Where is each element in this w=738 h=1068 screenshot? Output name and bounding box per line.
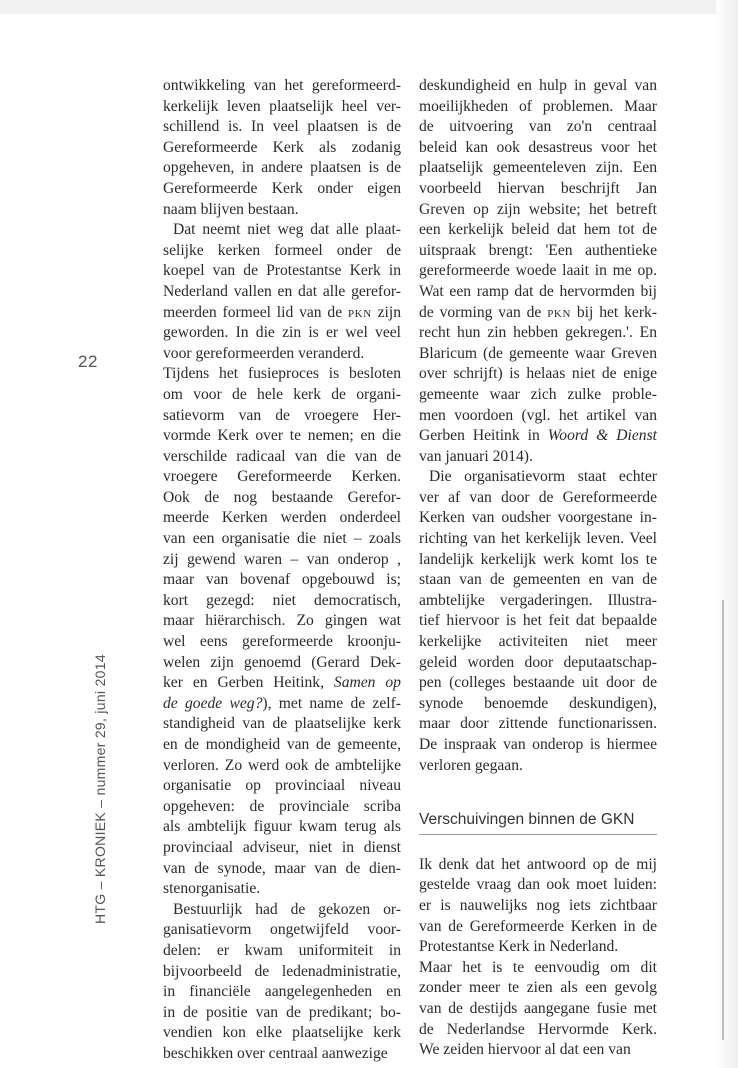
text-line: Ik denk dat het antwoord op de mij <box>419 855 657 873</box>
text-line: Gereformeerde Kerk onder eigen <box>163 179 401 197</box>
page-top-edge <box>0 0 738 14</box>
text-line: We zeiden hiervoor al dat een van <box>419 1041 631 1059</box>
text-line: koepel van de Protestantse Kerk in <box>163 262 401 280</box>
text-line: beleid kan ook desastreus voor het <box>419 138 657 156</box>
text-line: Gerben Heitink in Woord & Dienst <box>419 427 657 445</box>
text-line: kerkelijke activiteiten niet meer <box>419 633 657 651</box>
text-line: staan van de gemeenten en van de <box>419 571 657 589</box>
text-line: maar door zittende functionarissen. <box>419 715 657 733</box>
text-line: van de Gereformeerde Kerken in de <box>419 917 657 935</box>
text-line: ker en Gerben Heitink, Samen op <box>163 674 401 692</box>
text-line: er is nauwelijks nog iets zichtbaar <box>419 896 657 914</box>
text-line: ver af van door de Gereformeerde <box>419 488 657 506</box>
text-line: in de positie van de predikant; bo- <box>163 1003 401 1021</box>
text-line: ambtelijke vergaderingen. Illustra- <box>419 591 657 609</box>
text-line: synode benoemde deskundigen), <box>419 694 657 712</box>
text-line: van de destijds aangegane fusie met <box>419 999 657 1017</box>
page-gutter-line <box>722 600 724 1040</box>
text-line: Dat neemt niet weg dat alle plaat- <box>173 221 401 239</box>
text-line: beschikken over centraal aanwezige <box>163 1044 388 1062</box>
text-line: Protestantse Kerk in Nederland. <box>419 938 619 956</box>
text-line: als ambtelijk figuur kwam terug als <box>163 818 401 836</box>
text-line: verloren gegaan. <box>419 756 523 774</box>
page-number: 22 <box>78 352 98 371</box>
left-column <box>163 76 401 1065</box>
text-line: satievorm van de vroegere Her- <box>163 406 401 424</box>
text-line: meerde Kerken werden onderdeel <box>163 509 401 527</box>
text-line: van januari 2014). <box>419 447 533 465</box>
text-line: en de mondigheid van de gemeente, <box>163 736 401 753</box>
text-line: gemeente waar zich zulke proble- <box>419 385 657 403</box>
text-line: Greven op zijn website; het betreft <box>419 200 657 218</box>
text-line: gestelde vraag dan ook moet luiden: <box>419 876 657 894</box>
text-line: naam blijven bestaan. <box>163 200 299 218</box>
text-line: de vorming van de PKN bij het kerk- <box>419 303 658 321</box>
text-line: men voordoen (vgl. het artikel van <box>419 406 657 424</box>
section-heading: Verschuivingen binnen de GKN <box>419 811 635 829</box>
text-line: de Nederlandse Hervormde Kerk. <box>419 1020 657 1038</box>
text-line: recht hun zin hebben gekregen.'. En <box>419 324 657 342</box>
text-line: om voor de hele kerk de organi- <box>163 385 401 403</box>
section-heading-block <box>419 810 657 835</box>
text-line: meerden formeel lid van de PKN zijn <box>163 303 401 321</box>
text-line: organisatie op provinciaal niveau <box>163 777 401 795</box>
text-line: geworden. In die zin is er wel veel <box>163 324 401 342</box>
text-line: landelijk kerkelijk werk komt los te <box>419 550 657 568</box>
text-line: pen (colleges bestaande uit door de <box>419 674 657 692</box>
text-line: provinciaal adviseur, niet in dienst <box>163 838 401 856</box>
right-column-top-text <box>419 76 657 776</box>
text-line: opgeheven, in andere plaatsen is de <box>163 159 401 177</box>
text-line: een kerkelijk beleid dat hem tot de <box>419 221 657 239</box>
text-line: verschilde radicaal van die van de <box>163 447 401 465</box>
text-line: De inspraak van onderop is hiermee <box>419 736 657 753</box>
text-line: verloren. Zo werd ook de ambtelijke <box>163 756 401 774</box>
text-line: vroegere Gereformeerde Kerken. <box>163 468 401 486</box>
text-line: vormde Kerk over te nemen; en die <box>163 427 401 445</box>
text-line: welen zijn genoemd (Gerard Dek- <box>163 653 401 671</box>
text-line: in financiële aangelegenheden en <box>163 983 401 1001</box>
text-line: geleid worden door deputaatschap- <box>419 653 657 671</box>
running-head: HTG – KRONIEK – nummer 29, juni 2014 <box>92 654 108 924</box>
text-line: bijvoorbeeld de ledenadministratie, <box>163 962 401 980</box>
text-line: de uitvoering van zo'n centraal <box>419 118 657 136</box>
text-line: Kerken van oudsher voorgestane in- <box>419 509 657 527</box>
text-line: van een organisatie die niet – zoals <box>163 530 401 548</box>
text-line: van de synode, maar van de dien- <box>163 859 401 877</box>
text-line: tief hiervoor is het feit dat bepaalde <box>419 612 657 630</box>
text-line: zonder meer te zien als een gevolg <box>419 979 657 997</box>
text-line: moeilijkheden of problemen. Maar <box>419 97 657 115</box>
text-line: gereformeerde woede laait in me op. <box>419 262 657 280</box>
page-right-edge <box>716 0 738 1068</box>
text-line: Blaricum (de gemeente waar Greven <box>419 344 657 362</box>
text-line: stenorganisatie. <box>163 880 261 898</box>
text-line: maar van bovenaf opgebouwd is; <box>163 571 401 589</box>
right-column-bottom-text <box>419 855 657 1061</box>
text-line: kort gezegd: niet democratisch, <box>163 591 401 609</box>
text-line: Die organisatievorm staat echter <box>429 468 657 486</box>
text-line: Bestuurlijk had de gekozen or- <box>173 900 401 918</box>
text-line: plaatselijk gemeenteleven zijn. Een <box>419 159 657 177</box>
text-line: Ook de nog bestaande Gerefor- <box>163 488 401 506</box>
text-line: Wat een ramp dat de hervormden bij <box>419 282 657 300</box>
text-line: delen: er kwam uniformiteit in <box>163 941 401 959</box>
text-line: standigheid van de plaatselijke kerk <box>163 715 401 733</box>
text-line: deskundigheid en hulp in geval van <box>419 77 657 94</box>
text-line: Gereformeerde Kerk als zodanig <box>163 138 401 156</box>
text-line: vendien kon elke plaatselijke kerk <box>163 1024 401 1042</box>
text-line: Nederland vallen en dat alle gerefor- <box>163 282 401 300</box>
text-line: maar hiërarchisch. Zo gingen wat <box>163 612 401 630</box>
text-line: ontwikkeling van het gereformeerd- <box>163 77 401 94</box>
text-line: ganisatievorm ongetwijfeld voor- <box>163 921 401 939</box>
text-line: Maar het is te eenvoudig om dit <box>419 958 657 976</box>
text-line: uitspraak brengt: 'Een authentieke <box>419 241 657 259</box>
text-line: selijke kerken formeel onder de <box>163 241 401 259</box>
text-line: schillend is. In veel plaatsen is de <box>163 118 401 136</box>
text-line: zij gewend waren – van onderop , <box>163 550 401 568</box>
text-line: de goede weg?), met name de zelf- <box>163 694 401 712</box>
text-line: opgeheven: de provinciale scriba <box>163 797 401 815</box>
text-line: richting van het kerkelijk leven. Veel <box>419 530 657 548</box>
text-line: voorbeeld hiervan beschrijft Jan <box>419 179 657 197</box>
text-line: wel eens gereformeerde kroonju- <box>163 633 401 651</box>
text-line: Tijdens het fusieproces is besloten <box>163 365 401 383</box>
text-line: voor gereformeerden veranderd. <box>163 344 365 362</box>
text-line: over schrijft) is helaas niet de enige <box>419 365 657 383</box>
text-line: kerkelijk leven plaatselijk heel ver- <box>163 97 401 115</box>
right-column <box>419 76 657 1061</box>
